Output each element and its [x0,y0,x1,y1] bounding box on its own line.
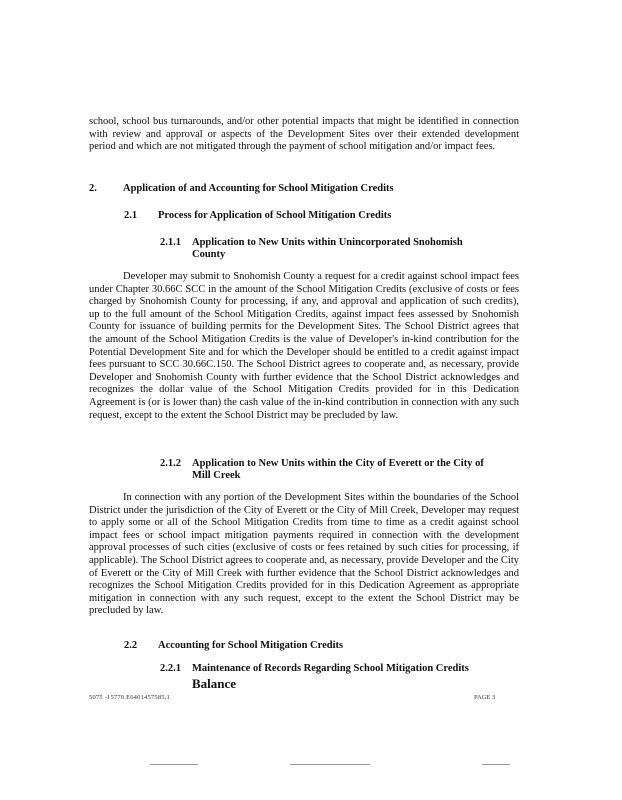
section-2-2-1-number: 2.2.1 [160,663,181,674]
section-2-number: 2. [89,183,97,194]
section-2-2-1-title-line1: Maintenance of Records Regarding School Mitigation Credits [192,663,469,674]
section-2-1-1-title-line1: Application to New Units within Unincorporated Snohomish [192,237,463,248]
intro-paragraph: school, school bus turnarounds, and/or other potential impacts that might be identified in connection with review and approval or aspects of the Development Sites over their extended development period and which are not mitigated through the payment of school mitigation and/or impact fees. [89,116,519,153]
section-2-title: Application of and Accounting for School Mitigation Credits [123,183,394,194]
section-2-1-number: 2.1 [124,210,138,221]
section-2-1-1-body: Developer may submit to Snohomish County a request for a credit against school impact fees under Chapter 30.66C SCC in the amount of the School Mitigation Credits (exclusive of costs or fees charged by Snohomish County for processing, if any, and approval and application of such credits), up to the full amount of the School Mitigation Credits, against impact fees assessed by Snohomish County for issuance of building permits for the Development Sites. The School District agrees that the amount of the School Mitigation Credits is the value of Developer's in-kind contribution for the Potential Development Site and for which the Developer should be entitled to a credit against impact fees pursuant to SCC 30.66C.150. The School District agrees to cooperate and, as necessary, provide Developer and Snohomish County with further evidence that the School District acknowledges and recognizes the dollar value of the School Mitigation Credits provided for in this Dedication Agreement is (or is lower than) the cash value of the in-kind contribution in connection with any such request, except to the extent the School District may be precluded by law. [89,271,519,421]
scan-artifact [150,764,198,765]
section-2-2-1-title-line2: Balance [192,676,237,691]
section-2-1-2-number: 2.1.2 [160,458,181,469]
section-2-1-2-title-line2: Mill Creek [192,470,241,481]
section-2-2-title: Accounting for School Mitigation Credits [158,640,344,651]
section-2-1-1-title-line2: County [192,249,226,260]
scan-artifact [290,764,370,765]
section-2-1-1-number: 2.1.1 [160,237,181,248]
section-2-1-2-title-line1: Application to New Units within the City of Everett or the City of [192,458,484,469]
footer-document-id: 5075 -15770.E6401457585.1 [89,694,171,701]
section-2-1-2-body: In connection with any portion of the Development Sites within the boundaries of the School District under the jurisdiction of the City of Everett or the City of Mill Creek, Developer may request to apply some or all of the School Mitigation Credits from time to time as a credit against school impact fees or school impact mitigation payments required in connection with the development approval processes of such cities (exclusive of costs or fees retained by such cities for processing, if applicable). The School District agrees to cooperate and, as necessary, provide Developer and the City of Everett or the City of Mill Creek with further evidence that the School District acknowledges and recognizes the School Mitigation Credits provided for in this Dedication Agreement as appropriate mitigation in connection with any such request, except to the extent the School District may be precluded by law. [89,492,519,617]
section-2-1-title: Process for Application of School Mitigation Credits [158,210,392,221]
scan-artifact [482,764,510,765]
footer-page-number: PAGE 3 [474,694,496,701]
section-2-2-number: 2.2 [124,640,138,651]
